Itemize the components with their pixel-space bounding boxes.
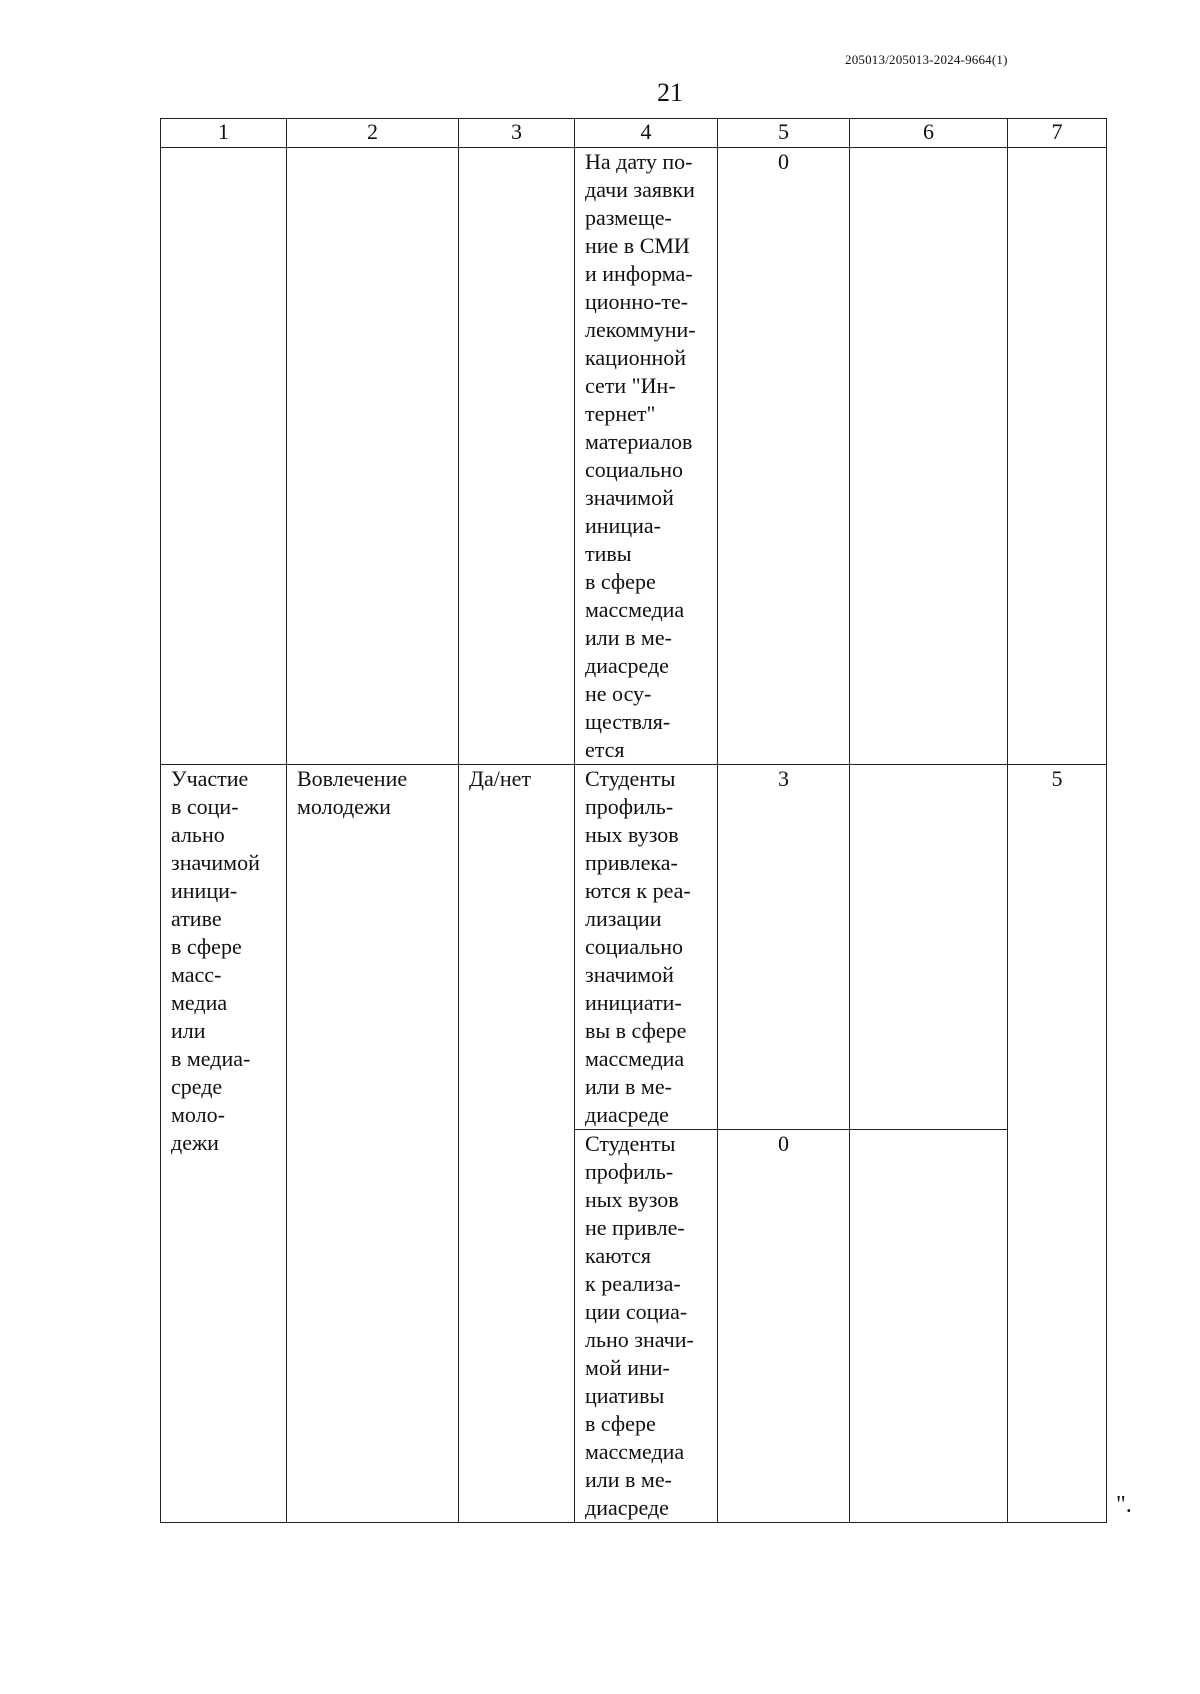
table-row-participation — [161, 765, 1107, 1130]
column-number: 1 — [161, 119, 287, 148]
column-number: 7 — [1008, 119, 1107, 148]
indicator-name: Вовлечение молодежи — [287, 765, 459, 1523]
column-number: 6 — [850, 119, 1008, 148]
criterion-name: Участие в соци- ально значимой иници- ативе в сфере масс- медиа или в медиа- среде моло- дежи — [161, 765, 287, 1523]
criterion-option-text: Студенты профиль- ных вузов не привле- каются к реализа- ции социа- льно значи- мой ини- циативы в сфере массмедиа или в ме- диасреде — [575, 1130, 718, 1523]
column-number-row — [161, 119, 1107, 148]
criterion-option-text: Студенты профиль- ных вузов привлека- ются к реа- лизации социально значимой инициати- вы в сфере массмедиа или в ме- диасреде — [575, 765, 718, 1130]
cell-empty — [850, 765, 1008, 1130]
cell-empty — [287, 148, 459, 765]
cell-empty — [850, 148, 1008, 765]
max-score-value: 5 — [1008, 765, 1107, 1523]
table-row-continued — [161, 148, 1107, 765]
score-value: 0 — [718, 1130, 850, 1523]
cell-empty — [161, 148, 287, 765]
closing-quote-mark: ". — [1116, 1492, 1132, 1518]
score-value: 3 — [718, 765, 850, 1130]
score-value: 0 — [718, 148, 850, 765]
cell-empty — [850, 1130, 1008, 1523]
criteria-table — [160, 118, 1107, 1523]
document-id: 205013/205013-2024-9664(1) — [845, 52, 1008, 67]
measure-unit: Да/нет — [459, 765, 575, 1523]
criterion-option-text: На дату по- дачи заявки размеще- ние в СМИ и информа- ционно-те- лекоммуни- кационной сети "Ин- тернет" материалов социально значимой инициа- тивы в сфере массмедиа или в ме- диасреде не осу- ществля- ется — [575, 148, 718, 765]
column-number: 3 — [459, 119, 575, 148]
column-number: 5 — [718, 119, 850, 148]
cell-empty — [459, 148, 575, 765]
page-number: 21 — [657, 78, 683, 107]
cell-empty — [1008, 148, 1107, 765]
column-number: 2 — [287, 119, 459, 148]
column-number: 4 — [575, 119, 718, 148]
